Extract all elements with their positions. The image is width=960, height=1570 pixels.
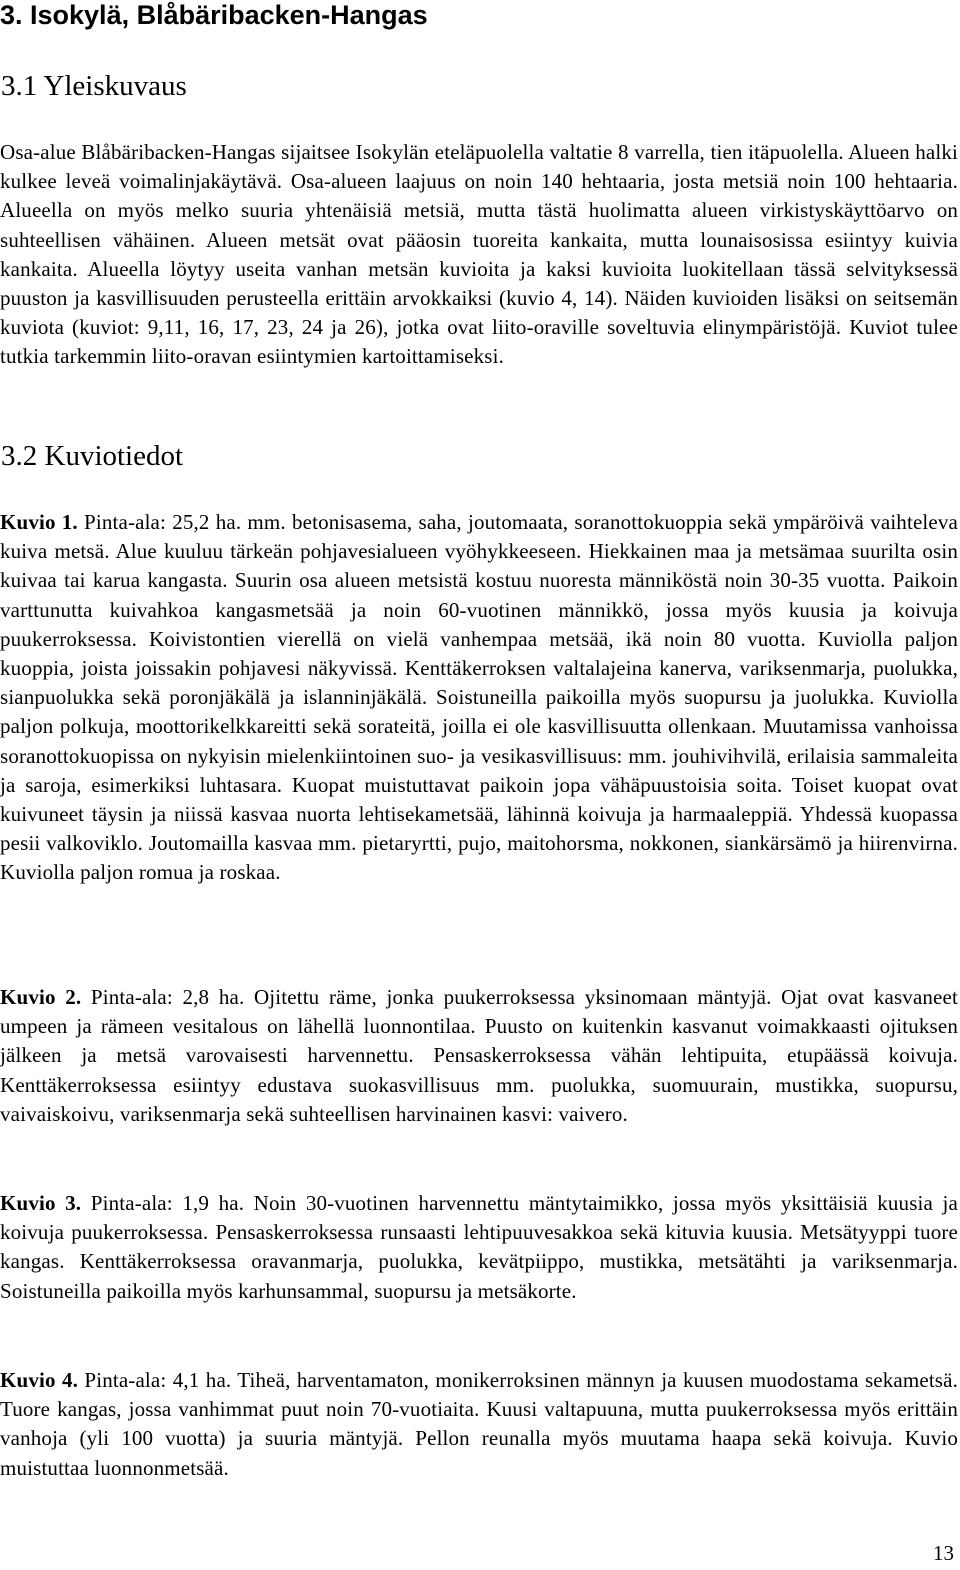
kuvio-1-label: Kuvio 1. (0, 510, 78, 534)
kuvio-1-paragraph (0, 508, 958, 888)
kuvio-4-paragraph (0, 1366, 958, 1483)
kuvio-4-label: Kuvio 4. (0, 1368, 79, 1392)
kuvio-1-text: Pinta-ala: 25,2 ha. mm. betonisasema, saha, joutomaata, soranottokuoppia sekä ympäröivä vaihteleva kuiva metsä. Alue kuuluu tärkeän pohjavesialueen vyöhykkeeseen. Hiekkainen maa ja metsämaa suurilta osin kuivaa tai karua kangasta. Suurin osa alueen metsistä kostuu nuoresta männiköstä noin 30-35 vuotta. Paikoin varttunutta kuivahkoa kangasmetsää ja noin 60-vuotinen männikkö, jossa myös kuusia ja koivuja puukerroksessa. Koivistontien vierellä on vielä vanhempaa metsää, ikä noin 80 vuotta. Kuviolla paljon kuoppia, joista joissakin pohjavesi näkyvissä. Kenttäkerroksen valtalajeina kanerva, variksenmarja, puolukka, sianpuolukka sekä poronjäkälä ja islanninjäkälä. Soistuneilla paikoilla myös suopursu ja juolukka. Kuviolla paljon polkuja, moottorikelkkareitti sekä sorateitä, joilla ei ole kasvillisuutta ollenkaan. Muutamissa vanhoissa soranottokuopissa on nykyisin mielenkiintoinen suo- ja vesikasvillisuus: mm. jouhivihvilä, erilaisia sammaleita ja saroja, esimerkiksi luhtasara. Kuopat muistuttavat paikoin jopa vähäpuustoisia soita. Toiset kuopat ovat kuivuneet täysin ja niissä kasvaa nuorta lehtisekametsää, lähinnä koivuja ja harmaaleppiä. Yhdessä kuopassa pesii valkoviklo. Joutomailla kasvaa mm. pietaryrtti, pujo, maitohorsma, nokkonen, siankärsämö ja hiirenvirna. Kuviolla paljon romua ja roskaa. (0, 510, 958, 885)
section-heading-yleiskuvaus: 3.1 Yleiskuvaus (1, 70, 187, 102)
kuvio-3-paragraph (0, 1189, 958, 1306)
page-number: 13 (933, 1541, 954, 1565)
chapter-heading: 3. Isokylä, Blåbäribacken-Hangas (0, 0, 428, 30)
kuvio-3-text: Pinta-ala: 1,9 ha. Noin 30-vuotinen harvennettu mäntytaimikko, jossa myös yksittäisiä kuusia ja koivuja puukerroksessa. Pensaskerroksessa runsaasti lehtipuuvesakkoa sekä kituvia kuusia. Metsätyyppi tuore kangas. Kenttäkerroksessa oravanmarja, puolukka, kevätpiippo, mustikka, metsätähti ja variksenmarja. Soistuneilla paikoilla myös karhunsammal, suopursu ja metsäkorte. (0, 1191, 958, 1303)
section-heading-kuviotiedot: 3.2 Kuviotiedot (1, 440, 184, 472)
kuvio-2-paragraph (0, 983, 958, 1129)
kuvio-2-label: Kuvio 2. (0, 985, 82, 1009)
overview-paragraph: Osa-alue Blåbäribacken-Hangas sijaitsee Isokylän eteläpuolella valtatie 8 varrella, tien itäpuolella. Alueen halki kulkee leveä voimalinjakäytävä. Osa-alueen laajuus on noin 140 hehtaaria, josta metsiä noin 100 hehtaaria. Alueella on myös melko suuria yhtenäisiä metsiä, mutta tästä huolimatta alueen virkistyskäyttöarvo on suhteellisen vähäinen. Alueen metsät ovat pääosin tuoreita kankaita, mutta lounaisosissa esiintyy kuivia kankaita. Alueella löytyy useita vanhan metsän kuvioita ja kaksi kuvioita luokitellaan tässä selvityksessä puuston ja kasvillisuuden perusteella erittäin arvokkaiksi (kuvio 4, 14). Näiden kuvioiden lisäksi on seitsemän kuviota (kuviot: 9,11, 16, 17, 23, 24 ja 26), jotka ovat liito-oraville soveltuvia elinympäristöjä. Kuviot tulee tutkia tarkemmin liito-oravan esiintymien kartoittamiseksi. (0, 140, 958, 369)
kuvio-2-text: Pinta-ala: 2,8 ha. Ojitettu räme, jonka puukerroksessa yksinomaan mäntyjä. Ojat ovat kasvaneet umpeen ja rämeen vesitalous on lähellä luonnontilaa. Puusto on kuitenkin kasvanut voimakkaasti ojituksen jälkeen ja metsä varovaisesti harvennettu. Pensaskerroksessa vähän lehtipuita, etupäässä koivuja. Kenttäkerroksessa esiintyy edustava suokasvillisuus mm. puolukka, suomuurain, mustikka, suopursu, vaivaiskoivu, variksenmarja sekä suhteellisen harvinainen kasvi: vaivero. (0, 985, 958, 1126)
kuvio-3-label: Kuvio 3. (0, 1191, 82, 1215)
kuvio-4-text: Pinta-ala: 4,1 ha. Tiheä, harventamaton, monikerroksinen männyn ja kuusen muodostama sekametsä. Tuore kangas, jossa vanhimmat puut noin 70-vuotiaita. Kuusi valtapuuna, mutta puukerroksessa myös erittäin vanhoja (yli 100 vuotta) ja suuria mäntyjä. Pellon reunalla myös muutama haapa sekä koivuja. Kuvio muistuttaa luonnonmetsää. (0, 1368, 958, 1480)
